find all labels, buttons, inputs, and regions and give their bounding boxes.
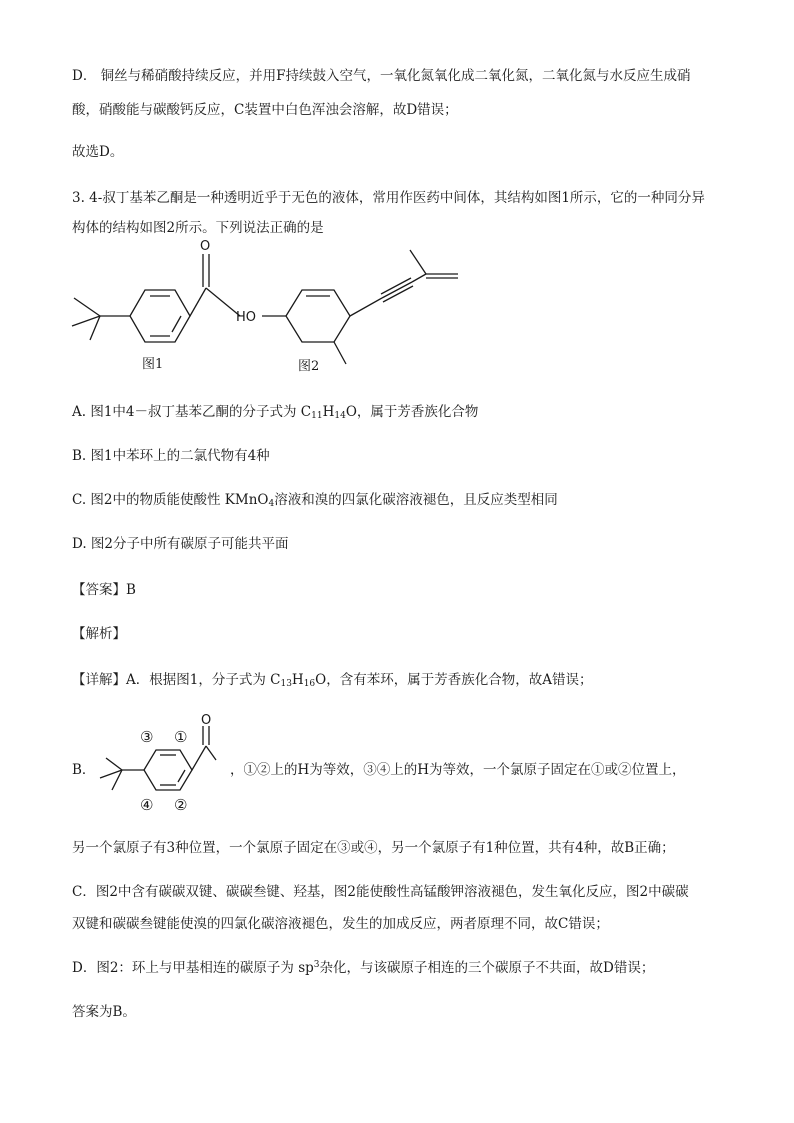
structure-figure [66,228,546,378]
analysis-title: 【解析】 [72,626,126,642]
detail-b-block [72,712,732,822]
option-c: C. 图2中的物质能使酸性 KMnO$_4$溶液和溴的四氯化碳溶液褪色，且反应类型相同 [72,492,558,509]
detail-c-line2: 双键和碳碳叁键能使溴的四氯化碳溶液褪色，发生的加成反应，两者原理不同，故C错误； [72,916,609,932]
detail-b-line2: 另一个氯原子有3种位置，一个氯原子固定在③或④，另一个氯原子有1种位置，共有4种，故B正确； [72,840,675,856]
benzene-positions-figure [92,712,228,822]
position-3-label: ③ [140,728,154,746]
fig2-caption: 图2 [298,359,320,374]
question-3-line2: 构体的结构如图2所示。下列说法正确的是 [72,220,324,236]
fig2-hydroxyl-label: HO [236,310,257,325]
option-d-line1: D． 铜丝与稀硝酸持续反应，并用F持续鼓入空气，一氧化氮氧化成二氧化氮，二氧化氮与水反应生成硝 [72,68,691,84]
question-3-line1: 3. 4-叔丁基苯乙酮是一种透明近乎于无色的液体，常用作医药中间体，其结构如图1所示，它的一种同分异 [72,190,705,206]
answer-label: 【答案】B [72,582,136,598]
final-answer: 答案为B。 [72,1004,136,1020]
detail-b-prefix: B． [72,762,96,778]
position-1-label: ① [174,728,188,746]
detail-d: D．图2：环上与甲基相连的碳原子为 $sp^3$杂化，与该碳原子相连的三个碳原子不共面，故D错误； [72,960,655,976]
detail-a: 【详解】A．根据图1，分子式为 $C_{13}H_{16}O$，含有苯环，属于芳香族化合物，故A错误； [72,672,593,689]
detail-c-line1: C．图2中含有碳碳双键、碳碳叁键、羟基，图2能使酸性高锰酸钾溶液褪色，发生氧化反应，图2中碳碳 [72,884,689,900]
detail-b-text: ，①②上的H为等效，③④上的H为等效，一个氯原子固定在①或②位置上， [230,762,686,778]
option-d-line2: 酸，硝酸能与碳酸钙反应，C装置中白色浑浊会溶解，故D错误； [72,102,458,118]
figure1-structure [72,254,240,342]
option-d: D. 图2分子中所有碳原子可能共平面 [72,536,289,552]
fig1-oxygen-label: O [200,239,211,254]
previous-answer: 故选D。 [72,144,124,160]
position-4-label: ④ [140,796,154,814]
figure2-structure [262,250,458,364]
b-oxygen-label: O [201,713,212,728]
position-2-label: ② [174,796,188,814]
option-b: B. 图1中苯环上的二氯代物有4种 [72,448,270,464]
fig1-caption: 图1 [142,357,164,372]
option-a: A. 图1中4－叔丁基苯乙酮的分子式为 $C_{11}H_{14}O$，属于芳香族化合物 [72,404,479,421]
